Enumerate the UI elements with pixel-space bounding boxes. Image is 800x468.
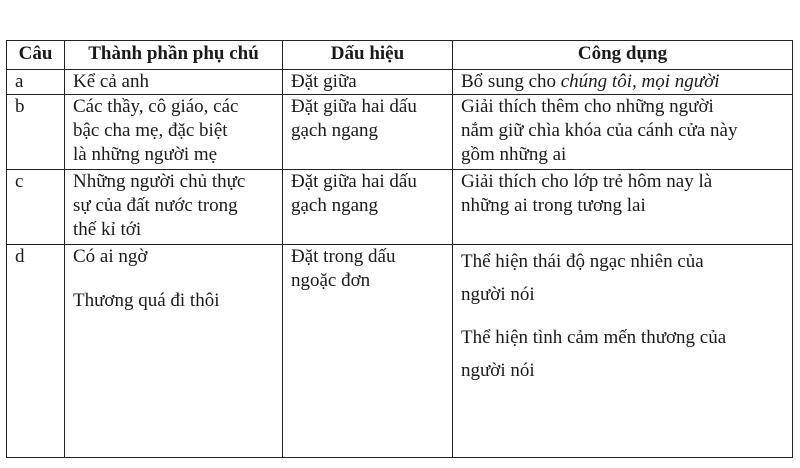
cong-dung-text: Bổ sung cho bbox=[461, 71, 561, 92]
cell-cau: b bbox=[7, 95, 65, 170]
cell-dau-hieu: Đặt giữa bbox=[283, 70, 453, 95]
cell-cau: d bbox=[7, 245, 65, 458]
text-line: Đặt giữa hai dấu bbox=[291, 96, 417, 117]
text-line: Giải thích cho lớp trẻ hôm nay là bbox=[461, 171, 713, 192]
cell-thanh-phan: Kể cả anh bbox=[65, 70, 283, 95]
table-row bbox=[7, 95, 793, 170]
text-line: ngoặc đơn bbox=[291, 270, 371, 291]
text-line: gạch ngang bbox=[291, 195, 379, 216]
text-line: Thể hiện thái độ ngạc nhiên của bbox=[461, 251, 704, 272]
cell-cong-dung bbox=[453, 245, 793, 458]
text-line: Có ai ngờ bbox=[73, 246, 148, 267]
cell-cong-dung bbox=[453, 95, 793, 170]
text-line: người nói bbox=[461, 284, 535, 305]
header-cong-dung: Công dụng bbox=[453, 41, 793, 70]
text-line: Thể hiện tình cảm mến thương của bbox=[461, 327, 727, 348]
text-line: sự của đất nước trong bbox=[73, 195, 238, 216]
cell-thanh-phan bbox=[65, 95, 283, 170]
text-line: Các thầy, cô giáo, các bbox=[73, 96, 239, 117]
cell-dau-hieu bbox=[283, 95, 453, 170]
cell-cau: c bbox=[7, 170, 65, 245]
text-line: nắm giữ chìa khóa của cánh cửa này bbox=[461, 120, 738, 141]
cell-dau-hieu bbox=[283, 245, 453, 458]
cell-cau: a bbox=[7, 70, 65, 95]
text-line: thế kỉ tới bbox=[73, 219, 142, 240]
text-line: Thương quá đi thôi bbox=[73, 290, 220, 311]
header-cau: Câu bbox=[7, 41, 65, 70]
cell-thanh-phan bbox=[65, 245, 283, 458]
header-dau-hieu: Dấu hiệu bbox=[283, 41, 453, 70]
annotation-table bbox=[6, 40, 793, 458]
text-line: Giải thích thêm cho những người bbox=[461, 96, 714, 117]
table-row bbox=[7, 245, 793, 458]
table-row bbox=[7, 70, 793, 95]
text-line: Những người chủ thực bbox=[73, 171, 246, 192]
cell-cong-dung bbox=[453, 70, 793, 95]
table-header-row bbox=[7, 41, 793, 70]
text-line: gồm những ai bbox=[461, 144, 567, 165]
cell-dau-hieu bbox=[283, 170, 453, 245]
text-line: Đặt giữa hai dấu bbox=[291, 171, 417, 192]
text-line: gạch ngang bbox=[291, 120, 379, 141]
text-line: Đặt trong dấu bbox=[291, 246, 396, 267]
text-line: bậc cha mẹ, đặc biệt bbox=[73, 120, 228, 141]
cong-dung-italic-text: chúng tôi, mọi người bbox=[560, 71, 720, 92]
text-line: người nói bbox=[461, 360, 535, 381]
cell-cong-dung bbox=[453, 170, 793, 245]
header-thanh-phan: Thành phần phụ chú bbox=[65, 41, 283, 70]
cell-thanh-phan bbox=[65, 170, 283, 245]
table-row bbox=[7, 170, 793, 245]
text-line: những ai trong tương lai bbox=[461, 195, 646, 216]
text-line: là những người mẹ bbox=[73, 144, 218, 165]
